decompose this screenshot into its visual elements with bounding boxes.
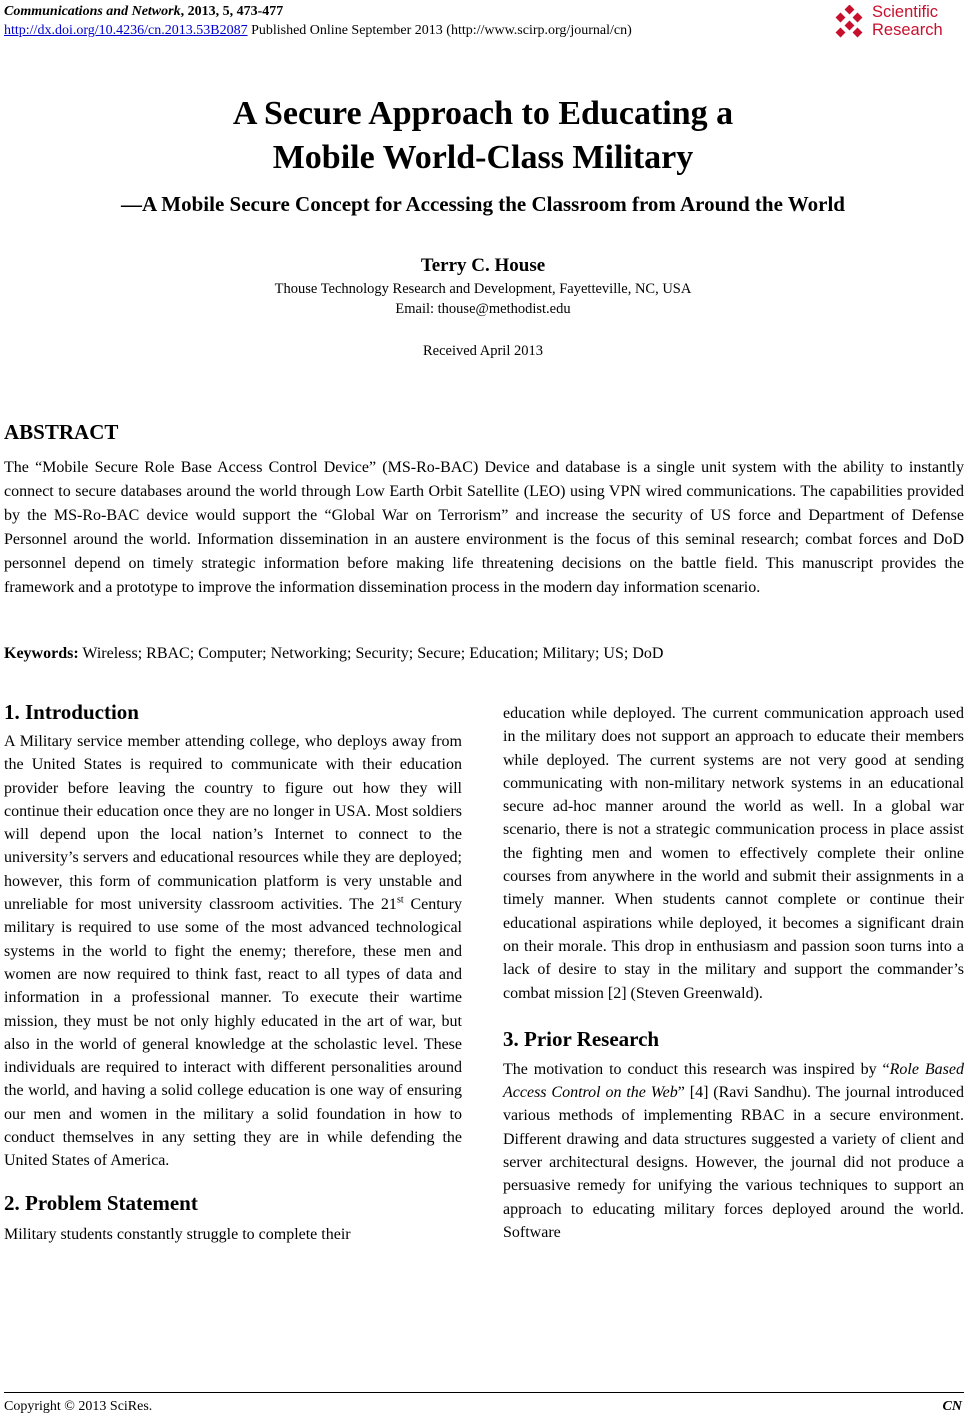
problem-paragraph-start: Military students constantly struggle to complete their [4, 1225, 351, 1243]
footer-journal-code: CN [942, 1399, 962, 1414]
abstract-heading: ABSTRACT [4, 420, 119, 444]
footer-copyright: Copyright © 2013 SciRes. [4, 1399, 153, 1414]
problem-paragraph-continued: education while deployed. The current communication approach used in the military does not support an approach to educate their members while deployed. The current systems are not very good at sending communicating with non-military network systems in an educational secure ad-hoc manner around the world as well. In a global war scenario, there is not a strategic communication process in place assist the fighting men and women to effectively complete their online courses from anywhere in the world and submit their assignments in a timely manner. When students cannot complete or continue their educational aspirations while deployed, it becomes a significant drain on their morale. This drop in enthusiasm and passion soon turns into a lack of desire to stay in the military and support the commander’s combat mission [2] (Steven Greenwald). [503, 705, 964, 1002]
keywords-label: Keywords: [4, 645, 79, 662]
title-line-2: Mobile World-Class Military [272, 139, 694, 176]
prior-research-paragraph: The motivation to conduct this research was inspired by “Role Based Access Control on the Web” [4] (Ravi Sandhu). The journal introduced various methods of implementing RBAC in a secure environment. Different drawing and data structures suggested a variety of client and server architectural designs. However, the journal did not produce a persuasive remedy for unifying the various techniques to support an approach to educating military forces deployed around the world. Software [503, 1060, 965, 1241]
keywords-list: Wireless; RBAC; Computer; Networking; Security; Secure; Education; Military; US; DoD [78, 645, 664, 662]
introduction-paragraph: A Military service member attending college, who deploys away from the United States is required to communicate with their education provider before leaving the country to figure out how they will continue their education once they are no longer in USA. Most soldiers will depend upon the local nation’s Internet to connect to the university’s servers and educational resources while they are deployed; however, this form of communication platform is very unstable and unreliable for most university classroom activities. The 21st Century military is required to use some of the most advanced technological systems in the world to fight the enemy; therefore, these men and women are now required to think fast, react to all types of data and information in a professional manner. To execute their wartime mission, they must be not only highly educated in the art of war, but also in the world of general knowledge at the scholastic level. These individuals are required to interact with different personalities around the world, and having a solid college education is one way of ensuring our men and women in the military a solid foundation in how to conduct themselves in any setting they are in while defending the United States of America. [4, 733, 463, 1170]
abstract-text: The “Mobile Secure Role Base Access Control Device” (MS-Ro-BAC) Device and database is a single unit system with the ability to instantly connect to secure databases around the world through Low Earth Orbit Satellite (LEO) using VPN wired communications. The capabilities provided by the MS-Ro-BAC device would support the “Global War on Terrorism” and increase the security of US force and Department of Defense Personnel around the world. Information dissemination in an austere environment is the focus of this seminal research; combat forces and DoD personnel depend on timely strategic information before making life threatening decisions on the battle field. This manuscript provides the framework and a prototype to improve the information dissemination process in the modern day information scenario. [4, 459, 964, 596]
journal-volume: , 2013, 5, 473-477 [180, 4, 284, 19]
footer-divider [4, 1392, 964, 1393]
published-info: Published Online September 2013 (http://www.scirp.org/journal/cn) [247, 23, 632, 38]
author-name: Terry C. House [420, 255, 546, 276]
journal-name: Communications and Network [4, 4, 181, 19]
title-line-1: A Secure Approach to Educating a [232, 95, 734, 132]
running-header [4, 2, 632, 40]
author-affiliation: Thouse Technology Research and Development, Fayetteville, NC, USA [274, 281, 692, 297]
logo-wordmark: Scientific Research [872, 3, 943, 39]
paper-title [0, 92, 966, 180]
publisher-logo [830, 3, 960, 43]
author-email: Email: thouse@methodist.edu [395, 301, 571, 317]
doi-link[interactable]: http://dx.doi.org/10.4236/cn.2013.53B2087 [4, 23, 248, 38]
section-heading-introduction: 1. Introduction [4, 700, 139, 724]
paper-subtitle: —A Mobile Secure Concept for Accessing the Classroom from Around the World [121, 192, 845, 216]
section-heading-problem-statement: 2. Problem Statement [4, 1190, 198, 1215]
scientific-research-logo-icon [832, 5, 868, 41]
left-column [4, 698, 462, 1246]
section-heading-prior-research: 3. Prior Research [503, 1026, 660, 1051]
received-date: Received April 2013 [422, 343, 543, 359]
keywords [4, 642, 663, 666]
right-column [503, 702, 964, 1244]
